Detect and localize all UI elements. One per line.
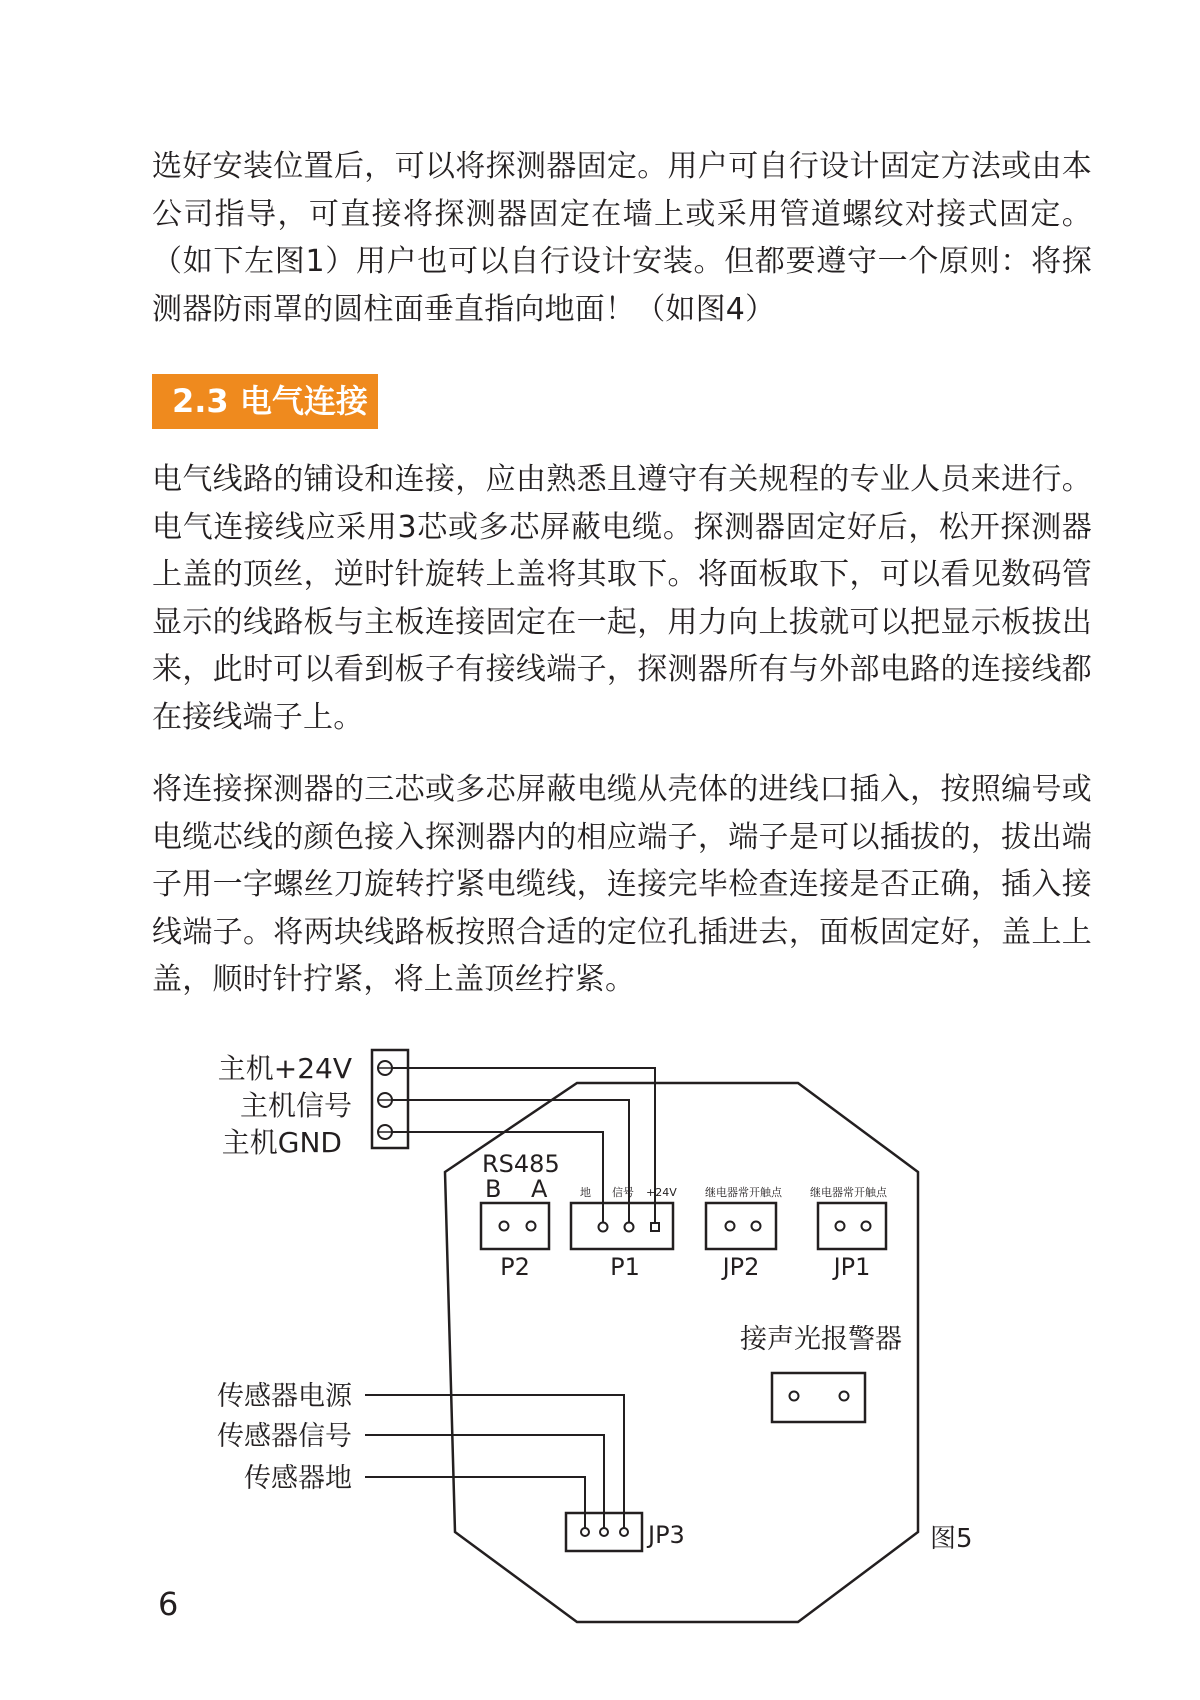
label-alarm: 接声光报警器	[740, 1324, 902, 1355]
wire-sensor-signal	[365, 1435, 604, 1532]
label-host-gnd: 主机GND	[221, 1126, 342, 1159]
label-jp2-relay: 继电器常开触点	[705, 1186, 782, 1199]
label-p1-power: +24V	[646, 1186, 677, 1199]
jp2-pin-2	[752, 1222, 761, 1231]
wire-sensor-gnd	[365, 1477, 585, 1532]
label-p1-signal: 信号	[612, 1186, 634, 1199]
p2-pin-a	[527, 1222, 536, 1231]
label-sensor-gnd: 传感器地	[244, 1463, 352, 1494]
paragraph-wiring-steps: 将连接探测器的三芯或多芯屏蔽电缆从壳体的进线口插入，按照编号或电缆芯线的颜色接入探测器内的相应端子，端子是可以插拔的，拔出端子用一字螺丝刀旋转拧紧电缆线，连接完毕检查连接是否正确，插入接线端子。将两块线路板按照合适的定位孔插进去，面板固定好，盖上上盖，顺时针拧紧，将上盖顶丝拧紧。	[152, 772, 1092, 997]
jp3-pin-2	[600, 1528, 608, 1536]
label-host-24v: 主机+24V	[217, 1052, 352, 1085]
label-sensor-signal: 传感器信号	[217, 1421, 352, 1452]
label-jp2: JP2	[722, 1253, 760, 1281]
label-jp3: JP3	[648, 1521, 685, 1549]
alarm-pin-2	[840, 1392, 849, 1401]
label-sensor-power: 传感器电源	[217, 1381, 352, 1412]
label-rs485: RS485	[482, 1150, 560, 1178]
p2-connector	[481, 1203, 549, 1249]
jp1-pin-2	[862, 1222, 871, 1231]
p1-pin-signal	[625, 1223, 634, 1232]
page-number: 6	[158, 1585, 179, 1623]
p2-pin-b	[500, 1222, 509, 1231]
jp2-connector	[706, 1203, 776, 1249]
alarm-pin-1	[790, 1392, 799, 1401]
label-rs485-b: B	[485, 1175, 502, 1203]
figure-caption: 图5	[930, 1524, 973, 1554]
jp3-pin-1	[581, 1528, 589, 1536]
jp3-pin-3	[620, 1528, 628, 1536]
p1-pin-gnd	[599, 1223, 608, 1232]
jp2-pin-1	[726, 1222, 735, 1231]
paragraph-wiring-intro: 电气线路的铺设和连接，应由熟悉且遵守有关规程的专业人员来进行。电气连接线应采用3芯或多芯屏蔽电缆。探测器固定好后，松开探测器上盖的顶丝，逆时针旋转上盖将其取下。将面板取下，可以看见数码管显示的线路板与主板连接固定在一起，用力向上拔就可以把显示板拔出来，此时可以看到板子有接线端子，探测器所有与外部电路的连接线都在接线端子上。	[152, 462, 1092, 735]
jp1-connector	[818, 1203, 886, 1249]
label-host-signal: 主机信号	[239, 1089, 352, 1122]
alarm-connector	[772, 1373, 865, 1422]
label-p2: P2	[500, 1253, 530, 1281]
section-heading: 2.3 电气连接	[152, 374, 378, 429]
paragraph-installation: 选好安装位置后，可以将探测器固定。用户可自行设计固定方法或由本公司指导，可直接将探测器固定在墙上或采用管道螺纹对接式固定。（如下左图1）用户也可以自行设计安装。但都要遵守一个原则：将探测器防雨罩的圆柱面垂直指向地面！（如图4）	[152, 149, 1092, 327]
label-p1-gnd: 地	[580, 1186, 591, 1199]
label-rs485-a: A	[531, 1175, 548, 1203]
label-jp1: JP1	[833, 1253, 871, 1281]
label-p1: P1	[610, 1253, 640, 1281]
jp1-pin-1	[836, 1222, 845, 1231]
p1-pin-power	[651, 1223, 659, 1231]
label-jp1-relay: 继电器常开触点	[810, 1186, 887, 1199]
